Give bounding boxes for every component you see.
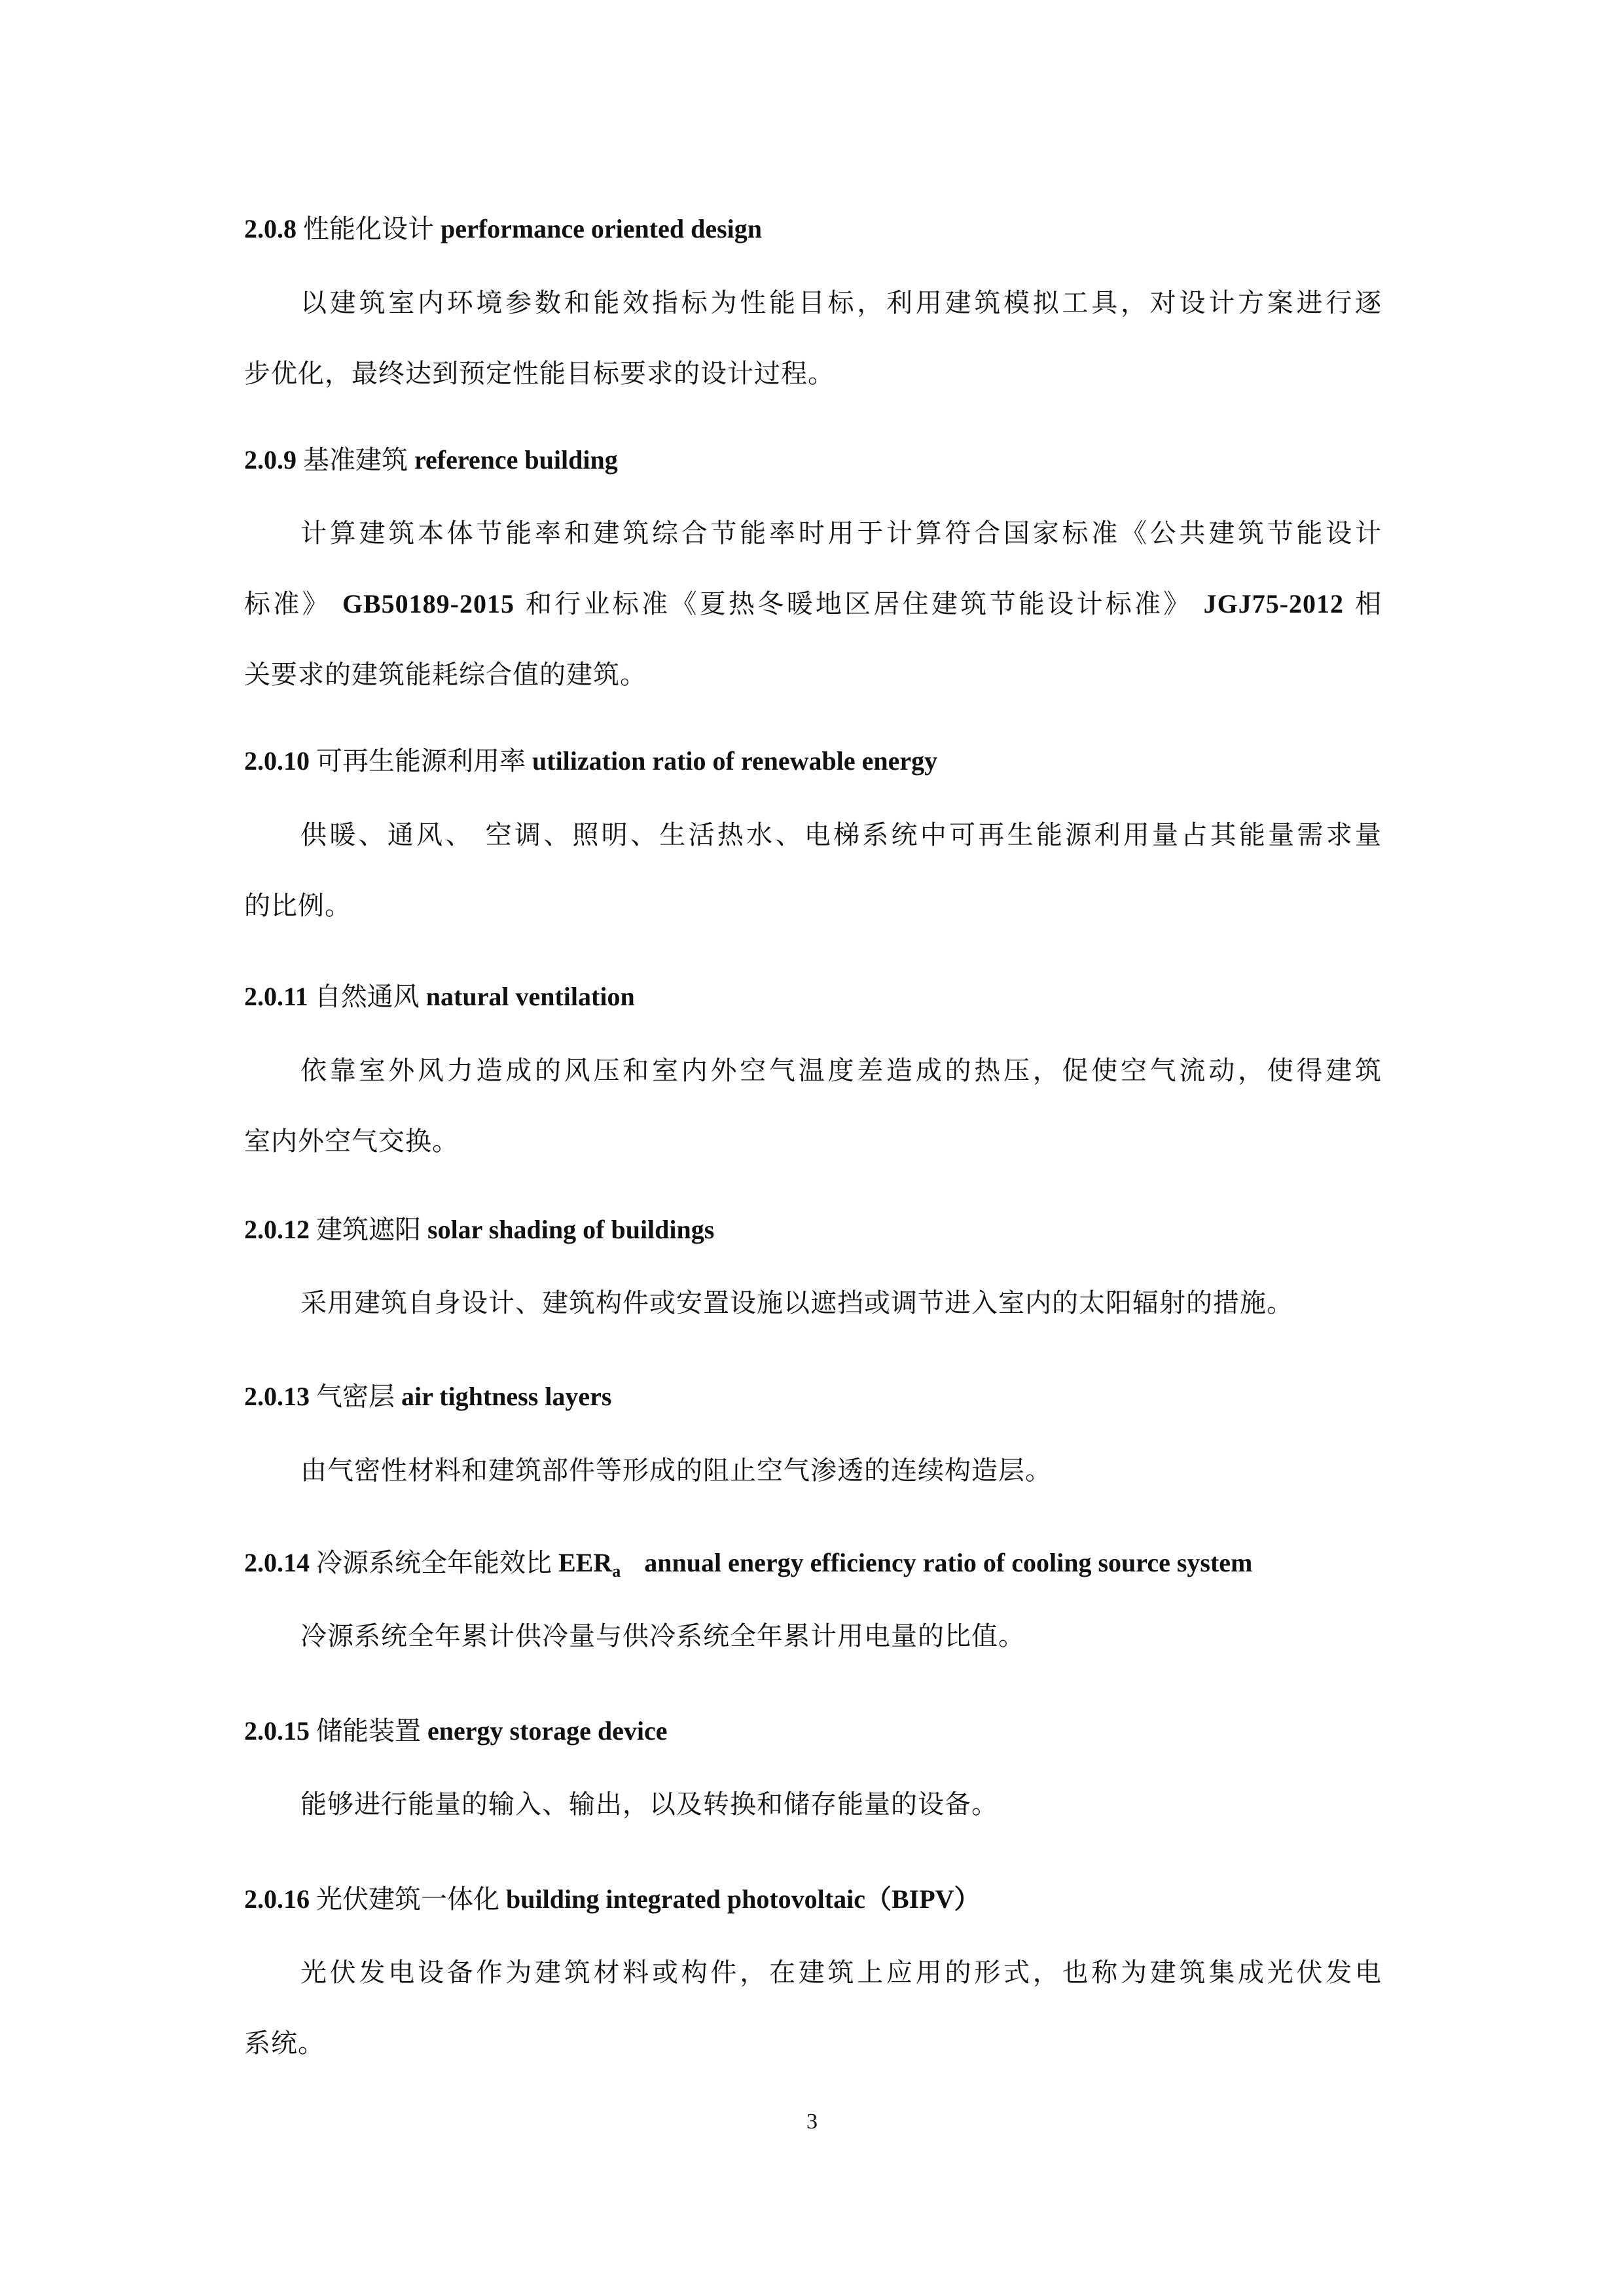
term-zh: 气密层 — [316, 1382, 395, 1412]
term-en: reference building — [414, 445, 618, 475]
definition-line: 关要求的建筑能耗综合值的建筑。 — [244, 660, 647, 690]
text-fragment: 相 — [1355, 589, 1382, 619]
definition-line: 计算建筑本体节能率和建筑综合节能率时用于计算符合国家标准《公共建筑节能设计 — [300, 518, 1382, 548]
definition-line: 室内外空气交换。 — [244, 1126, 459, 1157]
section-number: 2.0.14 — [244, 1548, 310, 1577]
term-zh: 基准建筑 — [303, 445, 408, 475]
section-heading-2-0-10 — [244, 744, 937, 778]
definition-line: 光伏发电设备作为建筑材料或构件，在建筑上应用的形式，也称为建筑集成光伏发电 — [300, 1958, 1382, 1988]
term-zh: 性能化设计 — [303, 214, 434, 244]
standard-code: GB50189-2015 — [342, 589, 514, 619]
term-zh: 建筑遮阳 — [316, 1215, 421, 1245]
definition-2-0-10 — [244, 800, 1382, 941]
definition-line: 步优化，最终达到预定性能目标要求的设计过程。 — [244, 359, 835, 389]
term-en: utilization ratio of renewable energy — [532, 746, 938, 776]
section-heading-2-0-14 — [244, 1546, 1252, 1588]
definition-2-0-15 — [244, 1769, 1382, 1840]
section-number: 2.0.10 — [244, 746, 310, 776]
definition-2-0-9 — [244, 498, 1382, 710]
section-heading-2-0-9 — [244, 443, 618, 477]
standard-code: JGJ75-2012 — [1203, 589, 1344, 619]
definition-2-0-11 — [244, 1035, 1382, 1177]
definition-line: 能够进行能量的输入、输出，以及转换和储存能量的设备。 — [300, 1789, 998, 1820]
section-number: 2.0.13 — [244, 1382, 310, 1411]
definition-2-0-14 — [244, 1601, 1382, 1672]
section-number: 2.0.8 — [244, 214, 297, 243]
definition-line: 供暖、通风、 空调、照明、生活热水、电梯系统中可再生能源利用量占其能量需求量 — [300, 820, 1382, 850]
section-number: 2.0.12 — [244, 1215, 310, 1244]
definition-line: 以建筑室内环境参数和能效指标为性能目标，利用建筑模拟工具，对设计方案进行逐 — [300, 288, 1382, 318]
section-number: 2.0.15 — [244, 1716, 310, 1746]
term-en: energy storage device — [427, 1716, 668, 1746]
section-number: 2.0.16 — [244, 1884, 310, 1914]
section-heading-2-0-8 — [244, 212, 762, 246]
page-number: 3 — [806, 2109, 818, 2134]
term-zh: 自然通风 — [314, 982, 420, 1012]
term-zh: 可再生能源利用率 — [316, 746, 526, 776]
term-en: natural ventilation — [425, 982, 635, 1011]
term-zh: 光伏建筑一体化 — [316, 1884, 499, 1914]
section-heading-2-0-15 — [244, 1714, 668, 1748]
definition-line: 系统。 — [244, 2028, 325, 2058]
term-en: solar shading of buildings — [427, 1215, 715, 1244]
definition-line: 采用建筑自身设计、建筑构件或安置设施以遮挡或调节进入室内的太阳辐射的措施。 — [300, 1288, 1293, 1318]
term-en: annual energy efficiency ratio of cooling source system — [644, 1548, 1253, 1577]
term-en: air tightness layers — [401, 1382, 612, 1411]
term-zh: 储能装置 — [316, 1716, 421, 1746]
definition-line: 的比例。 — [244, 891, 352, 921]
section-heading-2-0-11 — [244, 980, 635, 1014]
symbol-subscript: a — [612, 1562, 621, 1581]
section-number: 2.0.11 — [244, 982, 308, 1011]
section-number: 2.0.9 — [244, 445, 297, 475]
definition-2-0-16 — [244, 1937, 1382, 2079]
section-heading-2-0-16 — [244, 1882, 981, 1916]
definition-2-0-13 — [244, 1435, 1382, 1506]
term-symbol — [558, 1548, 621, 1581]
symbol-base: EER — [558, 1548, 613, 1577]
definition-2-0-8 — [244, 268, 1382, 409]
definition-line: 依靠室外风力造成的风压和室内外空气温度差造成的热压，促使空气流动，使得建筑 — [300, 1056, 1382, 1086]
section-heading-2-0-12 — [244, 1213, 714, 1247]
section-heading-2-0-13 — [244, 1380, 611, 1414]
definition-line: 冷源系统全年累计供冷量与供冷系统全年累计用电量的比值。 — [300, 1621, 1025, 1651]
term-zh: 冷源系统全年能效比 — [316, 1548, 552, 1578]
text-fragment: 和行业标准《夏热冬暖地区居住建筑节能设计标准》 — [526, 589, 1193, 619]
definition-line: 由气密性材料和建筑部件等形成的阻止空气渗透的连续构造层。 — [300, 1456, 1052, 1486]
term-en: building integrated photovoltaic（BIPV） — [506, 1884, 981, 1914]
term-en: performance oriented design — [441, 214, 763, 243]
definition-line-mixed — [244, 569, 1382, 639]
definition-2-0-12 — [244, 1268, 1382, 1338]
text-fragment: 标准》 — [244, 589, 331, 619]
